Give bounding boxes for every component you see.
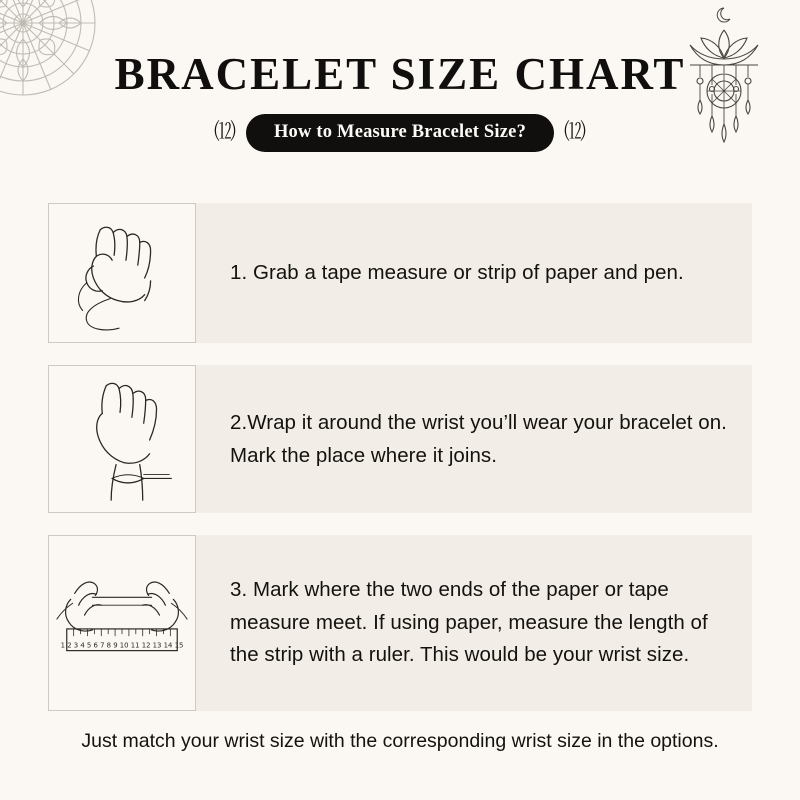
steps-list xyxy=(48,203,752,733)
document-header xyxy=(0,48,800,152)
step-2-text: 2.Wrap it around the wrist you’ll wear your bracelet on. Mark the place where it joins. xyxy=(230,410,727,467)
tape-wrapped-around-wrist-illustration xyxy=(48,365,196,513)
step-text xyxy=(196,203,752,343)
step-text xyxy=(196,365,752,513)
page-title: BRACELET SIZE CHART xyxy=(114,49,686,99)
list-item xyxy=(48,203,752,343)
svg-text:1 2 3 4 5 6 7 8 9 10 11 12 13: 1 2 3 4 5 6 7 8 9 10 11 12 13 14 15 xyxy=(60,641,184,650)
list-item xyxy=(48,535,752,711)
subtitle-badge: How to Measure Bracelet Size? xyxy=(246,114,554,152)
step-text xyxy=(196,535,752,711)
right-flourish-icon: ⑿ xyxy=(564,120,587,145)
list-item xyxy=(48,365,752,513)
step-3-text: 3. Mark where the two ends of the paper or tape measure meet. If using paper, measure the length of the strip with a ruler. This would be your wrist size. xyxy=(230,578,708,667)
subtitle-row xyxy=(0,114,800,152)
step-1-text: 1. Grab a tape measure or strip of paper and pen. xyxy=(230,261,684,285)
footer-note: Just match your wrist size with the corresponding wrist size in the options. xyxy=(81,730,719,752)
hand-holding-tape-illustration xyxy=(48,203,196,343)
measuring-strip-with-ruler-illustration xyxy=(48,535,196,711)
left-flourish-icon: ⑿ xyxy=(213,120,236,145)
